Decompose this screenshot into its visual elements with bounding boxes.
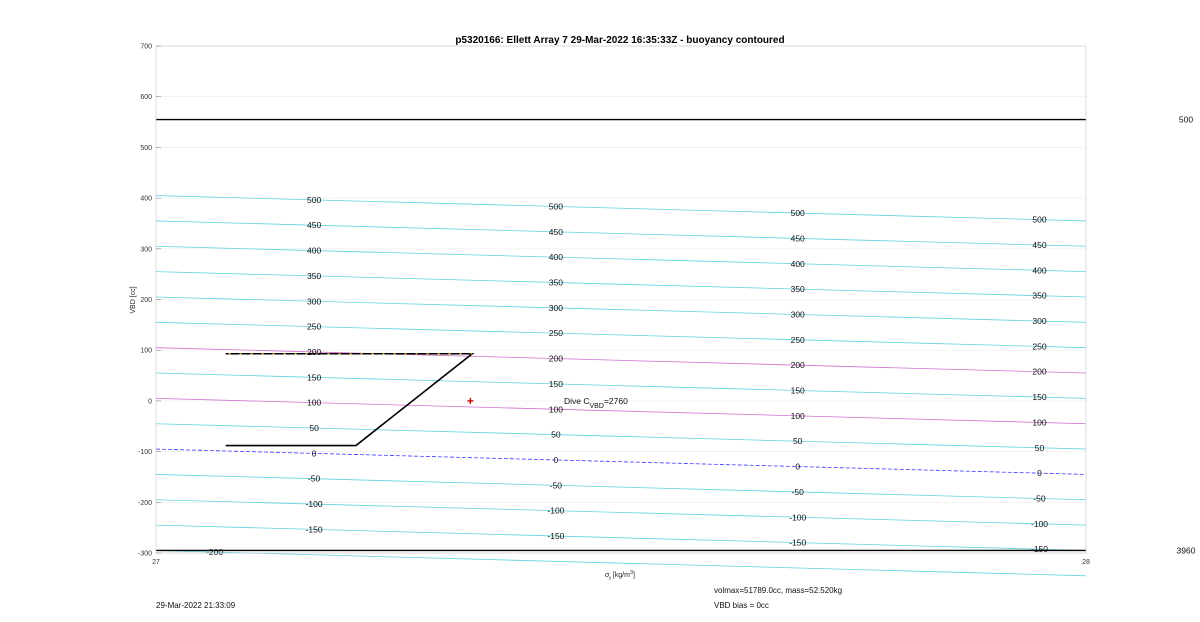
dive-annotation-main: Dive C <box>564 396 590 406</box>
contour-label: 300 <box>307 296 322 307</box>
contour-label: 500 <box>307 194 322 205</box>
y-tick-label: -300 <box>137 550 152 558</box>
contour-label: 500 <box>1032 214 1047 225</box>
grid-lines <box>156 46 1086 553</box>
contour-label: 250 <box>1032 341 1047 352</box>
dive-path-line <box>226 354 472 446</box>
contour-label: 250 <box>307 321 322 332</box>
contour-label: 400 <box>307 245 322 256</box>
y-tick-label: -200 <box>137 499 152 507</box>
contour-line <box>156 500 1086 525</box>
contour-label: 100 <box>1032 417 1047 428</box>
contour-label: 400 <box>1032 265 1047 276</box>
contour-label: -150 <box>305 524 323 535</box>
x-axis-label-symbol: σ <box>605 572 610 579</box>
contour-label: -100 <box>1030 518 1049 529</box>
contour-label: 500 <box>548 201 563 212</box>
contour-label: 200 <box>790 360 805 371</box>
contour-label: 50 <box>792 436 803 447</box>
contour-label: 150 <box>307 372 322 383</box>
contour-label: -50 <box>791 486 804 497</box>
y-tick-label: 600 <box>140 94 152 102</box>
x-axis-label-units: [kg/m <box>610 572 630 579</box>
reference-line-label: 3960 <box>1176 545 1196 556</box>
contour-label: -150 <box>789 537 807 548</box>
contour-label: 150 <box>1032 392 1047 403</box>
contour-label: 450 <box>790 233 805 244</box>
contour-label: -150 <box>547 531 565 542</box>
x-axis-label <box>605 570 635 582</box>
contour-label: -50 <box>1033 493 1046 504</box>
contour-label: 100 <box>548 404 563 415</box>
contour-label: -100 <box>305 499 323 510</box>
contour-label: -150 <box>1030 544 1049 555</box>
x-axis-label-sup: 3 <box>629 570 634 576</box>
contour-label: 450 <box>307 220 322 231</box>
contour-label: -100 <box>789 512 807 523</box>
y-tick-label: 700 <box>140 43 152 51</box>
contour-label: -200 <box>206 546 224 557</box>
contour-label: 350 <box>790 284 805 295</box>
axis-ticks <box>138 44 1090 567</box>
contour-label: 250 <box>548 328 563 339</box>
contour-label: 50 <box>309 423 319 434</box>
footer-timestamp: 29-Mar-2022 21:33:09 <box>156 601 236 610</box>
reference-line-label: 500 <box>1178 114 1194 125</box>
x-tick-label: 28 <box>1082 559 1090 566</box>
contour-label: 300 <box>1032 316 1047 327</box>
x-tick-label: 27 <box>152 559 160 566</box>
contour-line <box>156 246 1086 271</box>
y-tick-label: 200 <box>140 297 152 304</box>
contour-label: 100 <box>790 410 805 421</box>
contour-line <box>156 297 1086 322</box>
contour-line <box>156 272 1086 297</box>
y-tick-label: 400 <box>140 195 152 203</box>
contour-label: 200 <box>548 353 563 364</box>
x-axis-label-close: ] <box>633 572 635 579</box>
y-tick-label: 300 <box>140 246 152 254</box>
contour-lines <box>156 196 1086 576</box>
contour-label: 350 <box>1032 290 1047 301</box>
contour-label: 100 <box>307 397 322 408</box>
contour-label: 0 <box>795 461 801 472</box>
contour-label: 50 <box>551 429 561 440</box>
dive-annotation-tail: =2760 <box>603 396 628 406</box>
footer-volmax: volmax=51789.0cc, mass=52.520kg <box>714 586 843 595</box>
y-axis-label: VBD [cc] <box>130 286 137 314</box>
reference-lines <box>156 115 1196 556</box>
contour-label: 450 <box>1032 239 1047 250</box>
y-tick-label: 0 <box>148 398 152 406</box>
contour-label: 350 <box>307 270 322 281</box>
contour-line <box>156 196 1086 221</box>
x-axis-label-sub: t <box>609 576 611 582</box>
contour-label: 50 <box>1034 442 1045 453</box>
contour-line <box>156 373 1086 398</box>
contour-label: 0 <box>1037 468 1042 479</box>
chart-title: p5320166: Ellett Array 7 29-Mar-2022 16:35:33Z - buoyancy contoured <box>455 35 785 46</box>
contour-label: 150 <box>548 378 563 389</box>
contour-line <box>156 525 1086 550</box>
contour-label: 300 <box>790 309 805 320</box>
contour-label: 0 <box>311 448 317 459</box>
dive-annotation <box>564 396 628 410</box>
contour-line <box>156 474 1086 499</box>
contour-label: 500 <box>790 208 805 219</box>
contour-label: 200 <box>307 346 322 357</box>
contour-line <box>156 348 1086 373</box>
contour-line <box>156 322 1086 347</box>
contour-label: -50 <box>307 473 321 484</box>
y-tick-label: -100 <box>137 449 152 457</box>
dive-marker <box>467 398 473 404</box>
contour-label: 250 <box>790 334 805 345</box>
contour-label: 150 <box>790 385 805 396</box>
contour-label: 300 <box>548 302 563 313</box>
contour-line <box>156 449 1086 474</box>
contour-label: 0 <box>553 454 559 465</box>
contour-labels <box>206 195 1048 557</box>
contour-label: 400 <box>790 258 805 269</box>
contour-line <box>156 221 1086 246</box>
contour-label: -50 <box>549 480 563 491</box>
contour-label: 350 <box>548 277 563 288</box>
contour-label: -100 <box>547 505 565 516</box>
y-tick-label: 100 <box>140 347 152 355</box>
y-tick-label: 500 <box>140 144 152 152</box>
contour-label: 450 <box>548 226 563 237</box>
footer-vbd-bias: VBD bias = 0cc <box>714 601 769 610</box>
contour-label: 200 <box>1032 366 1047 377</box>
contour-label: 400 <box>548 252 563 263</box>
dive-annotation-sub: VBD <box>589 402 604 410</box>
